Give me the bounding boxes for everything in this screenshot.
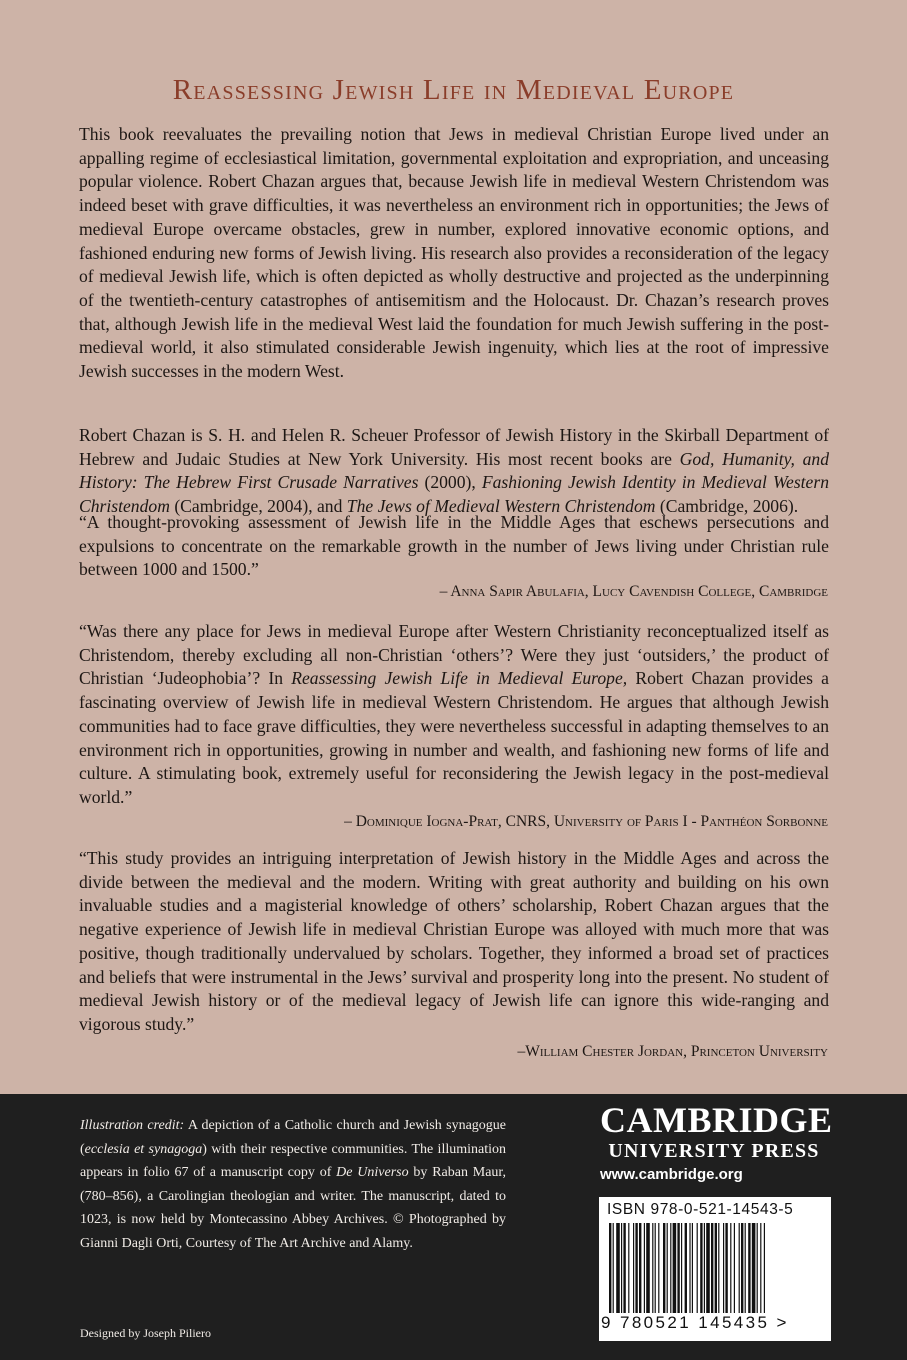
publisher-press: UNIVERSITY PRESS bbox=[608, 1140, 820, 1162]
barcode-bar bbox=[700, 1223, 702, 1313]
barcode-bar bbox=[711, 1223, 713, 1313]
barcode-bars bbox=[605, 1223, 821, 1315]
credit-latin: ecclesia et synagoga bbox=[84, 1141, 203, 1157]
credit-work: De Universo bbox=[336, 1165, 409, 1181]
barcode-bar bbox=[677, 1223, 679, 1313]
bio-book-2: Fashioning Jewish Identity in Medieval Western Christendom bbox=[79, 472, 830, 517]
publisher-name: CAMBRIDGE bbox=[600, 1100, 833, 1140]
quote-text-a: “Was there any place for Jews in medieval Europe after Western Christianity reconceptualized itself as Christendom, thereby excluding all non-Christian ‘others’? Were they just ‘outsiders,’ the product of Christian ‘Judeophobia’? In bbox=[79, 621, 829, 689]
barcode-bar bbox=[667, 1223, 668, 1313]
barcode-bar bbox=[639, 1223, 641, 1313]
barcode-bar bbox=[616, 1223, 620, 1313]
bio-text-2: (2000), bbox=[418, 472, 482, 493]
barcode-bar bbox=[613, 1223, 614, 1313]
barcode-bar bbox=[663, 1223, 665, 1313]
quote-text-b: Robert Chazan provides a fascinating overview of Jewish life in medieval Western Christendom. He argues that although Jewish communities had to face grave difficulties, they were nevertheless successful in adapting themselves to an environment rich in opportunities, growing in number and wealth, and fashioning new forms of life and culture. A stimulating book, extremely useful for reconsidering the Jewish legacy in the post-medieval world.” bbox=[79, 668, 829, 807]
barcode-bar bbox=[723, 1223, 724, 1313]
barcode-bar bbox=[748, 1223, 750, 1313]
illustration-credit bbox=[80, 1114, 506, 1256]
barcode-bar bbox=[673, 1223, 677, 1313]
barcode-bar bbox=[658, 1223, 659, 1313]
bio-book-1: God, Humanity, and History: The Hebrew First Crusade Narratives bbox=[79, 448, 829, 493]
barcode-bar bbox=[715, 1223, 717, 1313]
barcode-bar bbox=[739, 1223, 740, 1313]
barcode-bar bbox=[752, 1223, 756, 1313]
bio-text-3: (Cambridge, 2004), and bbox=[169, 496, 347, 517]
barcode-bar bbox=[628, 1223, 629, 1313]
barcode-bar bbox=[697, 1223, 698, 1313]
barcode-bar bbox=[730, 1223, 731, 1313]
isbn-label: ISBN 978-0-521-14543-5 bbox=[607, 1201, 794, 1218]
credit-label: Illustration credit: bbox=[80, 1118, 185, 1133]
barcode-bar bbox=[633, 1223, 634, 1313]
barcode-digits: 9 780521 145435 > bbox=[601, 1313, 789, 1332]
book-title: Reassessing Jewish Life in Medieval Europe bbox=[172, 74, 735, 106]
barcode-bar bbox=[706, 1223, 710, 1313]
quote-book-title: Reassessing Jewish Life in Medieval Europe, bbox=[291, 668, 628, 689]
barcode-bar bbox=[623, 1223, 625, 1313]
barcode-bar bbox=[734, 1223, 735, 1313]
bio-text-4: (Cambridge, 2006). bbox=[655, 496, 799, 517]
credit-text-1: A depiction of a Catholic church and Jewish synagogue ( bbox=[80, 1118, 506, 1157]
review-attribution: –William Chester Jordan, Princeton University bbox=[517, 1043, 828, 1060]
review-quote: “This study provides an intriguing interpretation of Jewish history in the Middle Ages and across the divide between the medieval and the modern. Writing with great authority and building on his own invaluable studies and a magisterial knowledge of others’ scholarship, Robert Chazan argues that the negative experience of Jewish life in medieval Christian Europe was alloyed with much more that was positive, though traditionally undervalued by scholars. Together, they informed a broad set of practices and beliefs that were instrumental in the Jews’ survival and prosperity long into the present. No student of medieval Jewish history or of the medieval legacy of Jewish life can ignore this wide-ranging and vigorous study.” bbox=[79, 848, 829, 1034]
publisher-url: www.cambridge.org bbox=[600, 1166, 743, 1183]
barcode-bar bbox=[646, 1223, 650, 1313]
bio-text-1: Robert Chazan is S. H. and Helen R. Scheuer Professor of Jewish History in the Skirball Department of Hebrew and Judaic Studies at New York University. His most recent books are bbox=[79, 425, 829, 469]
designer-credit: Designed by Joseph Piliero bbox=[80, 1326, 211, 1340]
review-attribution: – Anna Sapir Abulafia, Lucy Cavendish College, Cambridge bbox=[439, 583, 828, 600]
barcode-bar bbox=[655, 1223, 656, 1313]
review-attribution: – Dominique Iogna-Prat, CNRS, University of Paris I - Panthéon Sorbonne bbox=[344, 813, 828, 830]
isbn-barcode bbox=[597, 1195, 833, 1343]
bio-book-3: The Jews of Medieval Western Christendom bbox=[346, 496, 656, 517]
barcode-bar bbox=[757, 1223, 758, 1313]
barcode-bar bbox=[644, 1223, 645, 1313]
barcode-bar bbox=[725, 1223, 727, 1313]
barcode-bar bbox=[704, 1223, 705, 1313]
barcode-bar bbox=[670, 1223, 671, 1313]
credit-text-3: by Raban Maur, (780–856), a Carolingian theologian and writer. The manuscript, dated to 1023, is now held by Montecassino Abbey Archives. © Photographed by Gianni Dagli Orti, Courtesy of The Art Archive and Alamy. bbox=[80, 1165, 507, 1251]
barcode-bar bbox=[621, 1223, 622, 1313]
barcode-bar bbox=[609, 1223, 611, 1313]
barcode-bar bbox=[745, 1223, 746, 1313]
barcode-bar bbox=[741, 1223, 743, 1313]
book-description: This book reevaluates the prevailing notion that Jews in medieval Christian Europe lived under an appalling regime of ecclesiastical limitation, governmental exploitation and expropriation, and unceasing popular violence. Robert Chazan argues that, because Jewish life in medieval Western Christendom was indeed beset with grave difficulties, it was nevertheless an environment rich in opportunities; the Jews of medieval Europe overcame obstacles, grew in number, explored innovative economic options, and fashioned enduring new forms of Jewish living. His research also provides a reconsideration of the legacy of medieval Jewish life, which is often depicted as wholly destructive and projected as the underpinning of the twentieth-century catastrophes of antisemitism and the Holocaust. Dr. Chazan’s research proves that, although Jewish life in the medieval West laid the foundation for much Jewish suffering in the post-medieval world, it also stimulated considerable Jewish ingenuity, which lies at the root of impressive Jewish successes in the modern West. bbox=[79, 124, 829, 382]
barcode-bar bbox=[685, 1223, 687, 1313]
barcode-bar bbox=[692, 1223, 693, 1313]
barcode-bar bbox=[635, 1223, 637, 1313]
review-quote bbox=[79, 620, 829, 810]
barcode-bar bbox=[689, 1223, 690, 1313]
barcode-bar bbox=[681, 1223, 682, 1313]
barcode-bar bbox=[764, 1223, 765, 1313]
review-quote: “A thought-provoking assessment of Jewish life in the Middle Ages that eschews persecutions and expulsions to concentrate on the remarkable growth in the number of Jews living under Christian rule between 1000 and 1500.” bbox=[79, 512, 829, 580]
credit-text-2: ) with their respective communities. The illumination appears in folio 67 of a manuscript copy of bbox=[80, 1141, 506, 1181]
barcode-bar bbox=[652, 1223, 653, 1313]
author-bio bbox=[79, 424, 829, 519]
publisher-logo bbox=[600, 1100, 833, 1183]
barcode-bar bbox=[718, 1223, 719, 1313]
barcode-bar bbox=[760, 1223, 761, 1313]
